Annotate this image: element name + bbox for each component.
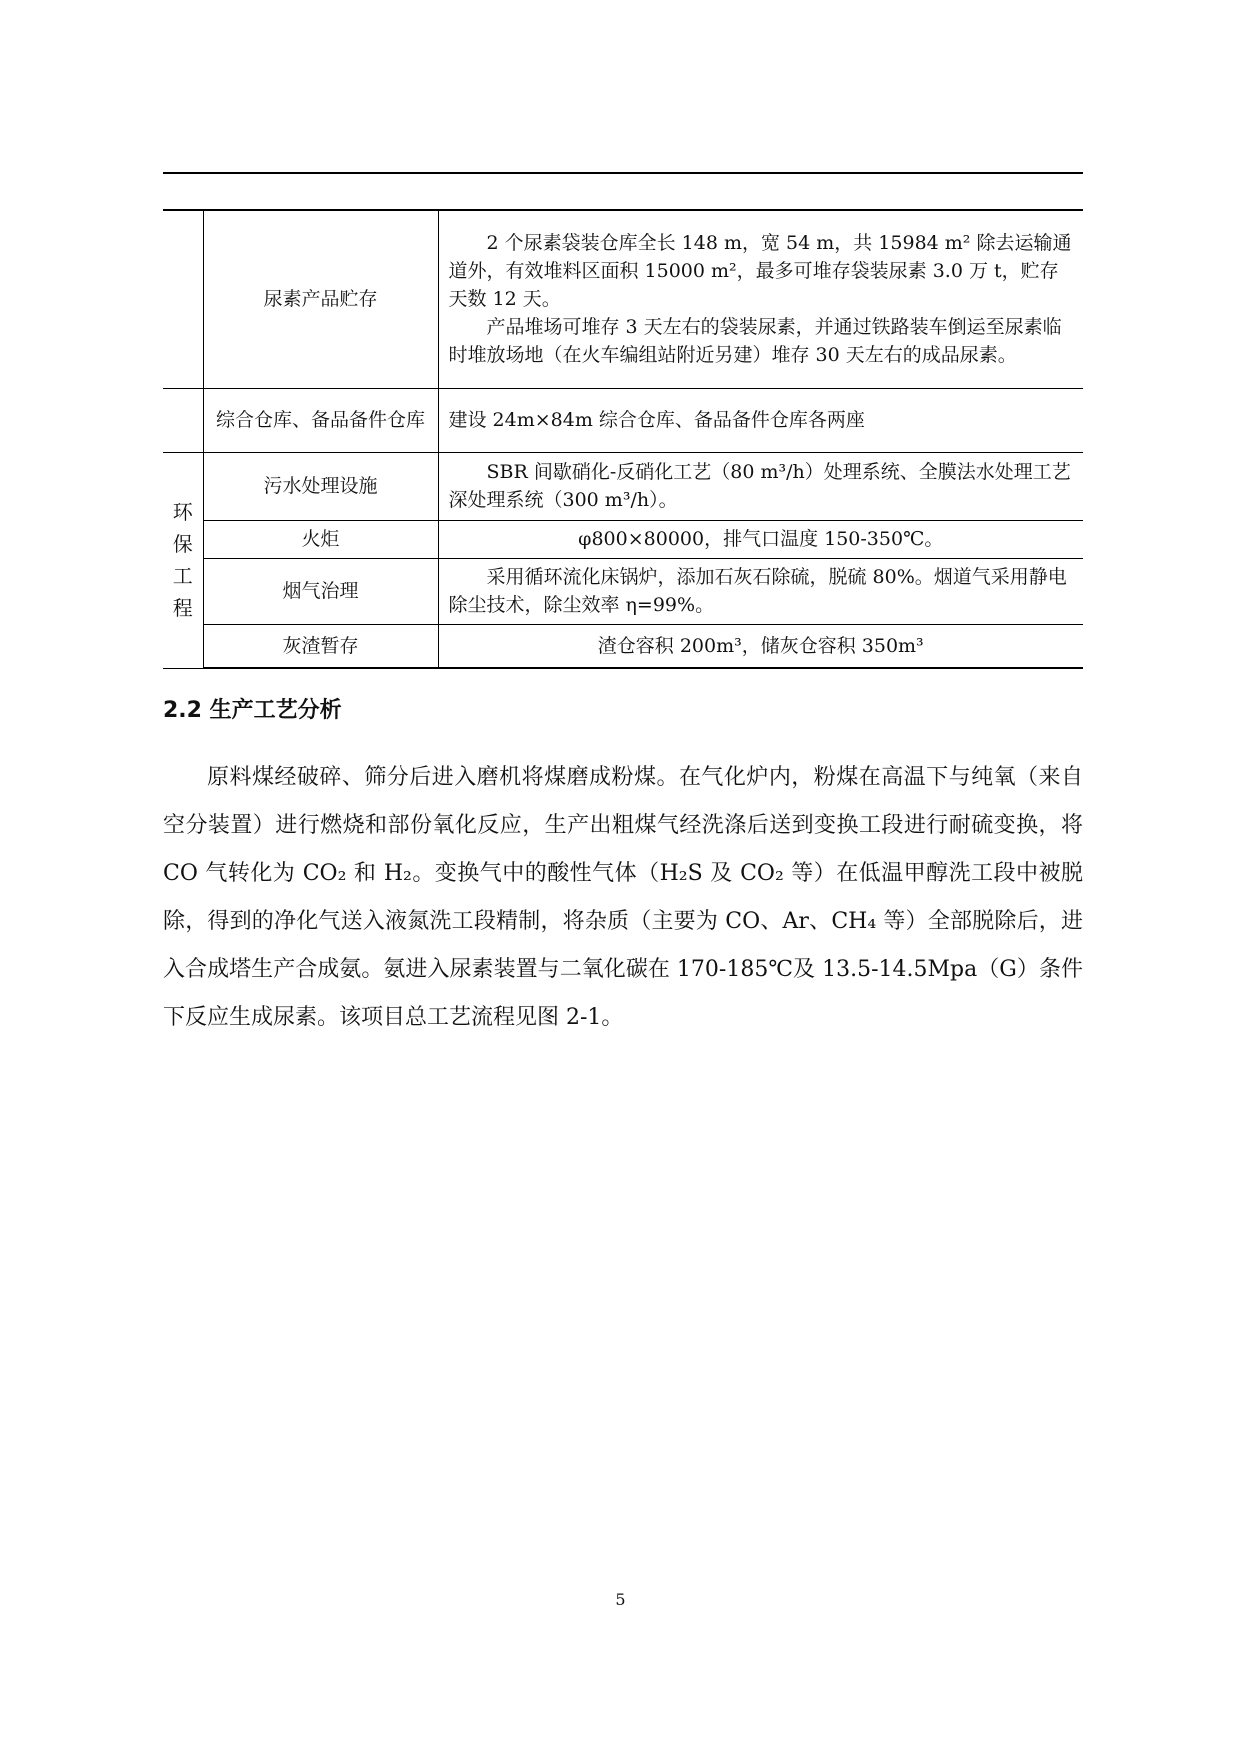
description-cell (438, 210, 1083, 388)
item-cell: 火炬 (203, 520, 438, 558)
item-cell: 灰渣暂存 (203, 624, 438, 668)
table-row (163, 452, 1083, 520)
category-label-vertical: 环 保 工 程 (172, 500, 193, 620)
description-paragraph: 产品堆场可堆存 3 天左右的袋装尿素，并通过铁路装车倒运至尿素临时堆放场地（在火车编组站附近另建）堆存 30 天左右的成品尿素。 (448, 316, 1062, 367)
description-cell: SBR 间歇硝化-反硝化工艺（80 m³/h）处理系统、全膜法水处理工艺深处理系统（300 m³/h）。 (438, 452, 1083, 520)
item-cell: 综合仓库、备品备件仓库 (203, 388, 438, 452)
description-cell: 建设 24m×84m 综合仓库、备品备件仓库各两座 (438, 388, 1083, 452)
section-heading: 2.2 生产工艺分析 (163, 698, 342, 723)
item-cell: 污水处理设施 (203, 452, 438, 520)
page-number: 5 (615, 1590, 626, 1609)
category-cell (163, 452, 203, 668)
table-row (163, 624, 1083, 668)
item-cell: 烟气治理 (203, 558, 438, 624)
table-row (163, 520, 1083, 558)
category-cell (163, 210, 203, 388)
body-paragraph: 原料煤经破碎、筛分后进入磨机将煤磨成粉煤。在气化炉内，粉煤在高温下与纯氧（来自空分装置）进行燃烧和部份氧化反应，生产出粗煤气经洗涤后送到变换工段进行耐硫变换，将 CO 气转化为 CO₂ 和 H₂。变换气中的酸性气体（H₂S 及 CO₂ 等）在低温甲醇洗工段中被脱除，得到的净化气送入液氮洗工段精制，将杂质（主要为 CO、Ar、CH₄ 等）全部脱除后，进入合成塔生产合成氨。氨进入尿素装置与二氧化碳在 170-185℃及 13.5-14.5Mpa（G）条件下反应生成尿素。该项目总工艺流程见图 2-1。 (163, 765, 1083, 1030)
description-cell: 渣仓容积 200m³，储灰仓容积 350m³ (438, 624, 1083, 668)
description-cell: φ800×80000，排气口温度 150-350℃。 (438, 520, 1083, 558)
header-rule (163, 172, 1083, 174)
category-cell (163, 388, 203, 452)
item-cell: 尿素产品贮存 (203, 210, 438, 388)
table-row (163, 210, 1083, 388)
table-row (163, 558, 1083, 624)
description-cell: 采用循环流化床锅炉，添加石灰石除硫，脱硫 80%。烟道气采用静电除尘技术，除尘效率 η=99%。 (438, 558, 1083, 624)
project-composition-table (163, 209, 1083, 669)
table-row (163, 388, 1083, 452)
description-paragraph: 2 个尿素袋装仓库全长 148 m，宽 54 m，共 15984 m² 除去运输通道外，有效堆料区面积 15000 m²，最多可堆存袋装尿素 3.0 万 t，贮存天数 12 天。 (448, 232, 1072, 311)
